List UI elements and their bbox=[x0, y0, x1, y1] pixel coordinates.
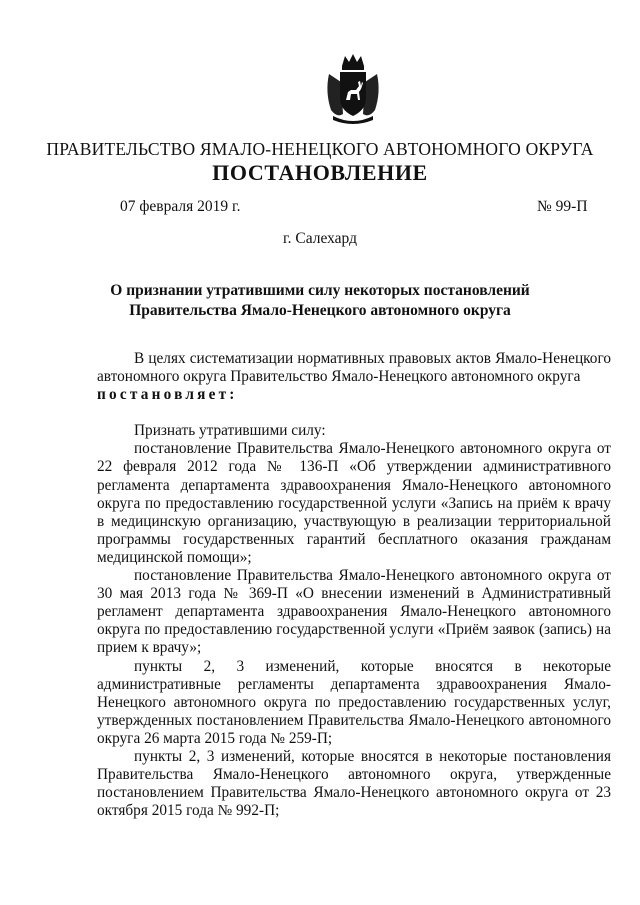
document-body bbox=[97, 350, 611, 820]
lead-paragraph bbox=[97, 422, 611, 440]
list-item-text: пункты 2, 3 изменений, которые вносятся в некоторые постановления Правительства Ямало-Ненецкого автономного округа, утвержденные постановлением Правительства Ямало-Ненецкого автономного округа от 23 октября 2015 года № 992-П; bbox=[97, 747, 611, 820]
subject-line-1: О признании утратившими силу некоторых постановлений bbox=[110, 282, 530, 299]
list-item bbox=[97, 440, 611, 567]
list-item-text: постановление Правительства Ямало-Ненецкого автономного округа от 22 февраля 2012 года № 136-П «Об утверждении административного регламента департамента здравоохранения Ямало-Ненецкого автономного округа по предоставлению государственной услуги «Запись на приём к врачу в медицинскую организацию, участвующую в реализации территориальной программы государственных гарантий бесплатного оказания гражданам медицинской помощи»; bbox=[97, 440, 611, 566]
lead-text: Признать утратившими силу: bbox=[134, 422, 326, 440]
list-item bbox=[97, 748, 611, 820]
list-item-text: пункты 2, 3 изменений, которые вносятся в некоторые административные регламенты департамента здравоохранения Ямало-Ненецкого автономного округа по предоставлению государственных услуг, утвержденных постановлением Правительства Ямало-Ненецкого автономного округа 26 марта 2015 года № 259-П; bbox=[97, 657, 611, 747]
coat-of-arms-icon bbox=[323, 52, 383, 128]
decree-word: постановляет: bbox=[97, 386, 238, 404]
decree-paragraph bbox=[97, 386, 611, 404]
list-item-text: постановление Правительства Ямало-Ненецкого автономного округа от 30 мая 2013 года № 369-П «О внесении изменений в Административный регламент департамента здравоохранения Ямало-Ненецкого автономного округа по предоставлению государственной услуги «Приём заявок (запись) на прием к врачу»; bbox=[97, 567, 611, 657]
document-date: 07 февраля 2019 г. bbox=[120, 198, 241, 215]
list-item bbox=[97, 658, 611, 748]
government-title: ПРАВИТЕЛЬСТВО ЯМАЛО-НЕНЕЦКОГО АВТОНОМНОГО ОКРУГА bbox=[46, 139, 594, 159]
intro-paragraph bbox=[97, 350, 611, 386]
city-name: г. Салехард bbox=[283, 230, 357, 247]
document-type-title: ПОСТАНОВЛЕНИЕ bbox=[212, 160, 428, 185]
list-item bbox=[97, 567, 611, 657]
subject-line-2: Правительства Ямало-Ненецкого автономного округа bbox=[129, 302, 511, 319]
intro-text: В целях систематизации нормативных правовых актов Ямало-Ненецкого автономного округа Правительство Ямало-Ненецкого автономного округа bbox=[97, 350, 611, 386]
document-number: № 99-П bbox=[537, 198, 588, 215]
